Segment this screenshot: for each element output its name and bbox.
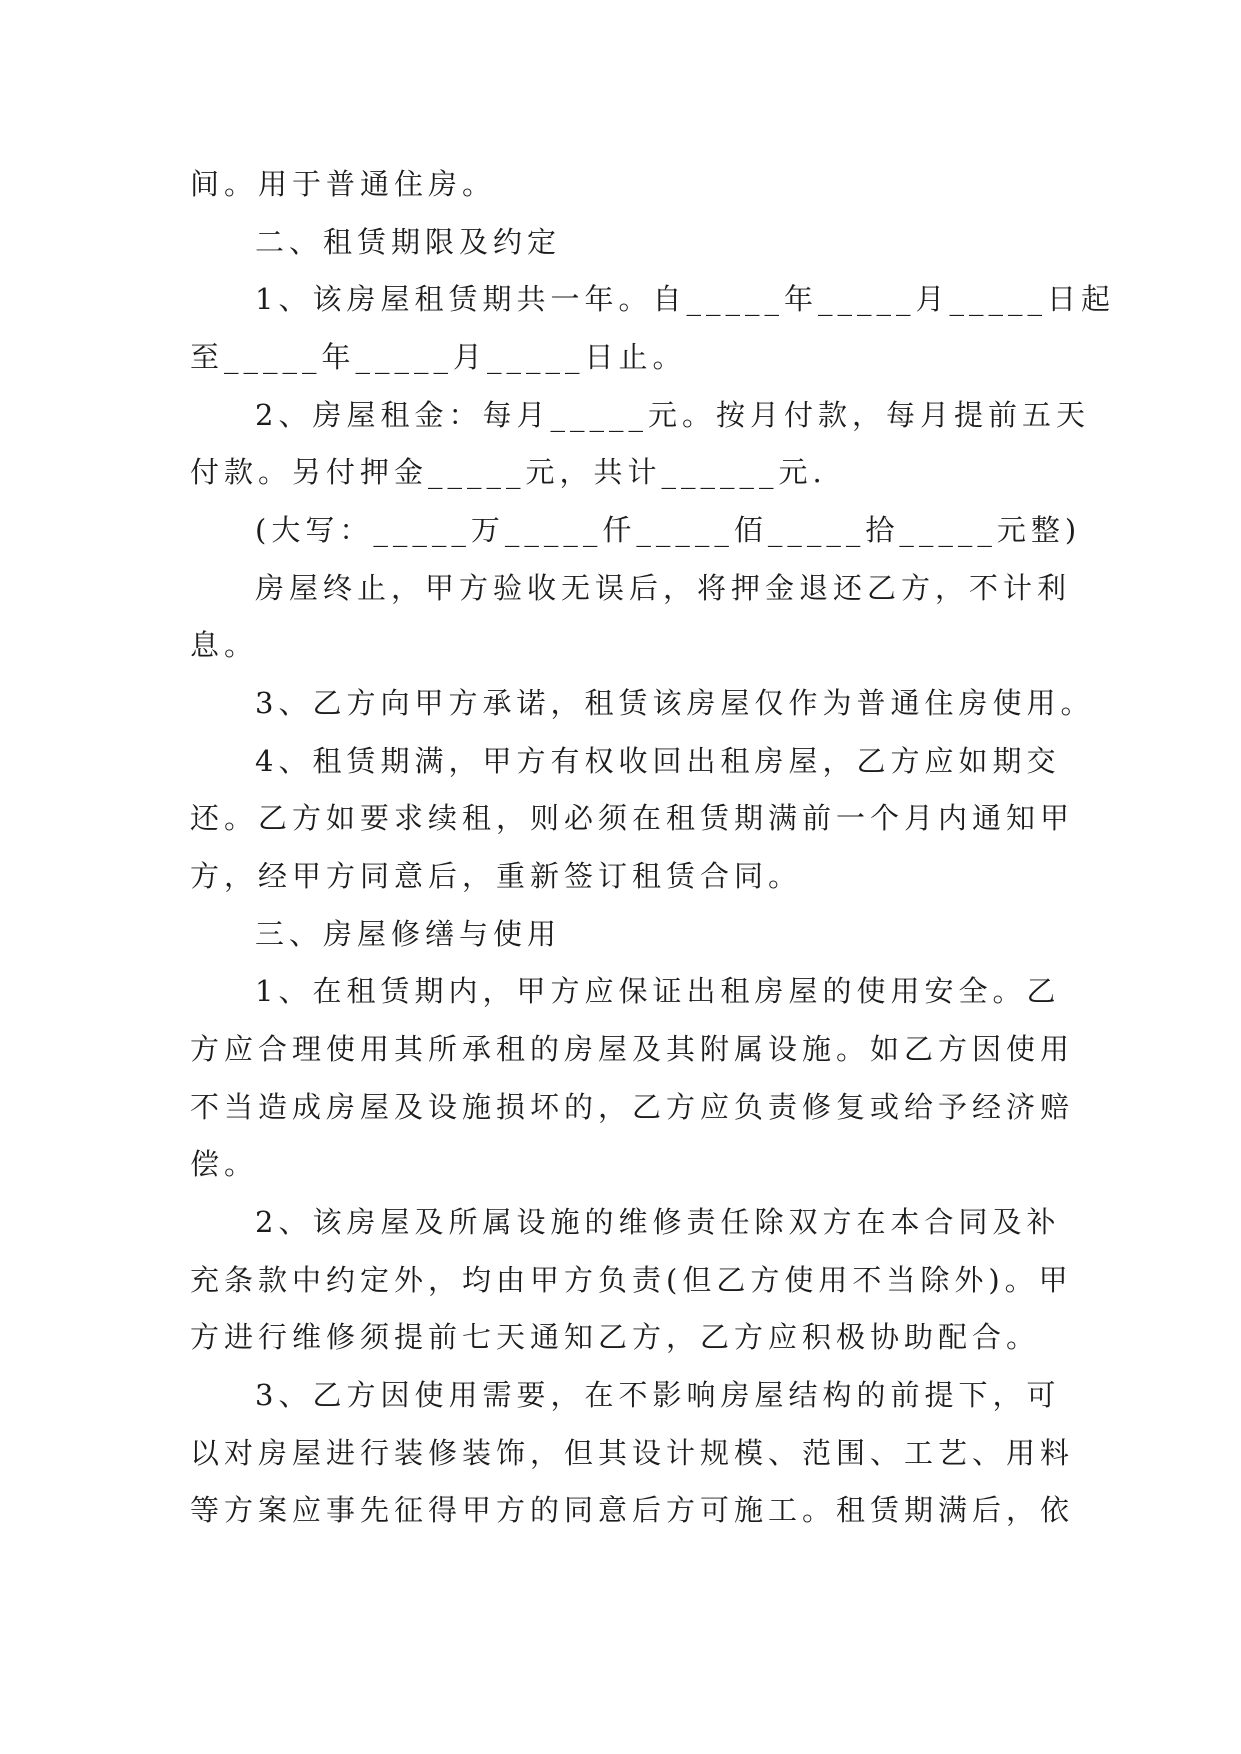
text-line: 4、租赁期满，甲方有权收回出租房屋，乙方应如期交 <box>255 744 1061 778</box>
text-line: 1、在租赁期内，甲方应保证出租房屋的使用安全。乙 <box>255 974 1061 1008</box>
text-line: 息。 <box>190 628 259 662</box>
text-line: 间。用于普通住房。 <box>190 167 497 201</box>
text-line: 至_____年_____月_____日止。 <box>190 340 687 374</box>
text-line: 2、房屋租金：每月_____元。按月付款，每月提前五天 <box>255 398 1090 432</box>
section-heading-lease-term: 二、租赁期限及约定 <box>255 225 562 259</box>
text-line: 等方案应事先征得甲方的同意后方可施工。租赁期满后，依 <box>190 1493 1075 1527</box>
text-line: 3、乙方向甲方承诺，租赁该房屋仅作为普通住房使用。 <box>255 686 1095 720</box>
text-line: 方进行维修须提前七天通知乙方，乙方应积极协助配合。 <box>190 1320 1041 1354</box>
text-line: 不当造成房屋及设施损坏的，乙方应负责修复或给予经济赔 <box>190 1090 1075 1124</box>
text-line: 偿。 <box>190 1147 259 1181</box>
text-line: 1、该房屋租赁期共一年。自_____年_____月_____日起 <box>255 282 1115 316</box>
text-line: 2、该房屋及所属设施的维修责任除双方在本合同及补 <box>255 1205 1061 1239</box>
text-line: 房屋终止，甲方验收无误后，将押金退还乙方，不计利 <box>255 571 1072 605</box>
text-line: 以对房屋进行装修装饰，但其设计规模、范围、工艺、用料 <box>190 1436 1075 1470</box>
text-line: 还。乙方如要求续租，则必须在租赁期满前一个月内通知甲 <box>190 801 1075 835</box>
text-line: 充条款中约定外，均由甲方负责(但乙方使用不当除外)。甲 <box>190 1263 1073 1297</box>
text-line: 付款。另付押金_____元，共计______元. <box>190 455 827 489</box>
text-line: 方应合理使用其所承租的房屋及其附属设施。如乙方因使用 <box>190 1032 1075 1066</box>
section-heading-repair-use: 三、房屋修缮与使用 <box>255 917 562 951</box>
text-line: 方，经甲方同意后，重新签订租赁合同。 <box>190 859 803 893</box>
text-line: 3、乙方因使用需要，在不影响房屋结构的前提下，可 <box>255 1378 1061 1412</box>
text-line: (大写：_____万_____仟_____佰_____拾_____元整) <box>255 513 1082 547</box>
